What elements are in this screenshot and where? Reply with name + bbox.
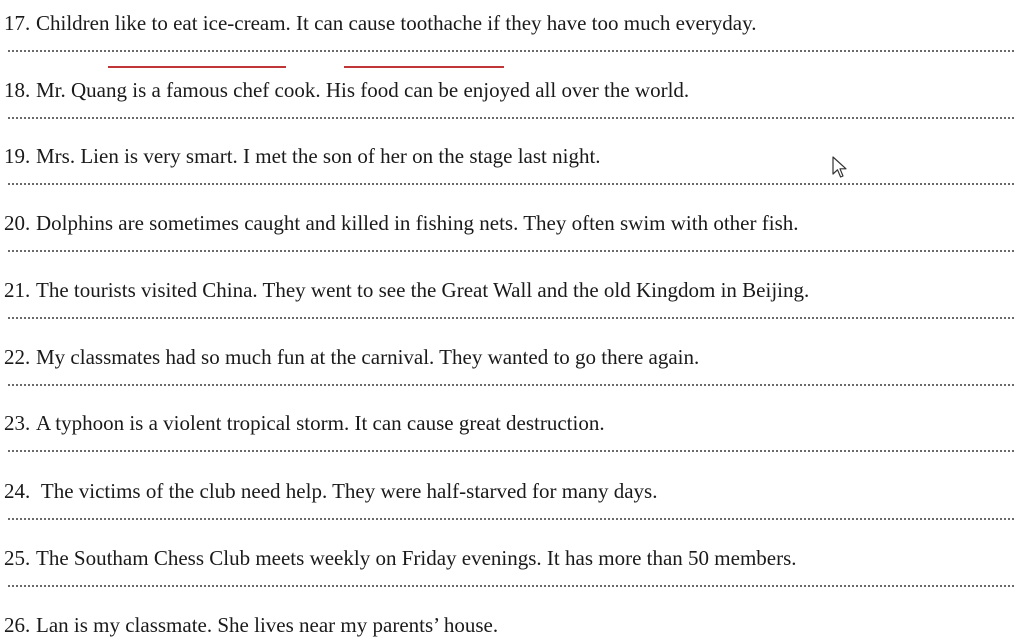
answer-line[interactable] bbox=[8, 384, 1014, 386]
exercise-25 bbox=[4, 545, 1014, 611]
exercise-21 bbox=[4, 277, 1014, 343]
question-text bbox=[4, 10, 757, 36]
question-text bbox=[4, 612, 498, 638]
question-sentence: The Southam Chess Club meets weekly on Friday evenings. It has more than 50 members. bbox=[36, 546, 797, 570]
question-number: 22. bbox=[4, 345, 31, 369]
question-number: 18. bbox=[4, 78, 31, 102]
exercise-20 bbox=[4, 210, 1014, 276]
red-underline-mark bbox=[108, 66, 286, 68]
question-text bbox=[4, 344, 699, 370]
exercise-26 bbox=[4, 612, 1014, 635]
question-text bbox=[4, 210, 799, 236]
question-number: 21. bbox=[4, 278, 31, 302]
question-text bbox=[4, 77, 689, 103]
question-sentence: Mr. Quang is a famous chef cook. His food can be enjoyed all over the world. bbox=[36, 78, 690, 102]
red-underline-mark bbox=[344, 66, 504, 68]
exercise-19 bbox=[4, 143, 1014, 209]
question-number: 25. bbox=[4, 546, 31, 570]
question-sentence: The tourists visited China. They went to see the Great Wall and the old Kingdom in Beijing. bbox=[36, 278, 810, 302]
answer-line[interactable] bbox=[8, 250, 1014, 252]
question-sentence: Mrs. Lien is very smart. I met the son of her on the stage last night. bbox=[36, 144, 601, 168]
question-sentence: My classmates had so much fun at the carnival. They wanted to go there again. bbox=[36, 345, 700, 369]
exercise-22 bbox=[4, 344, 1014, 410]
question-text bbox=[4, 478, 657, 504]
question-text bbox=[4, 545, 797, 571]
answer-line[interactable] bbox=[8, 450, 1014, 452]
answer-line[interactable] bbox=[8, 585, 1014, 587]
mouse-pointer-icon bbox=[832, 156, 850, 180]
answer-line[interactable] bbox=[8, 50, 1014, 52]
question-sentence: The victims of the club need help. They were half-starved for many days. bbox=[36, 479, 658, 503]
answer-line[interactable] bbox=[8, 117, 1014, 119]
question-sentence: Dolphins are sometimes caught and killed in fishing nets. They often swim with other fish. bbox=[36, 211, 799, 235]
exercise-18 bbox=[4, 77, 1014, 143]
question-number: 26. bbox=[4, 613, 31, 637]
answer-line[interactable] bbox=[8, 317, 1014, 319]
exercise-23 bbox=[4, 410, 1014, 476]
question-number: 17. bbox=[4, 11, 31, 35]
question-text bbox=[4, 410, 605, 436]
question-number: 23. bbox=[4, 411, 31, 435]
exercise-17 bbox=[4, 10, 1014, 76]
answer-line[interactable] bbox=[8, 183, 1014, 185]
question-number: 20. bbox=[4, 211, 31, 235]
question-text bbox=[4, 277, 809, 303]
question-number: 19. bbox=[4, 144, 31, 168]
exercise-24 bbox=[4, 478, 1014, 544]
question-sentence: Children like to eat ice-cream. It can cause toothache if they have too much everyday. bbox=[36, 11, 757, 35]
answer-line[interactable] bbox=[8, 518, 1014, 520]
question-text bbox=[4, 143, 601, 169]
question-sentence: A typhoon is a violent tropical storm. It can cause great destruction. bbox=[36, 411, 605, 435]
question-sentence: Lan is my classmate. She lives near my parents’ house. bbox=[36, 613, 499, 637]
question-number: 24. bbox=[4, 479, 31, 503]
